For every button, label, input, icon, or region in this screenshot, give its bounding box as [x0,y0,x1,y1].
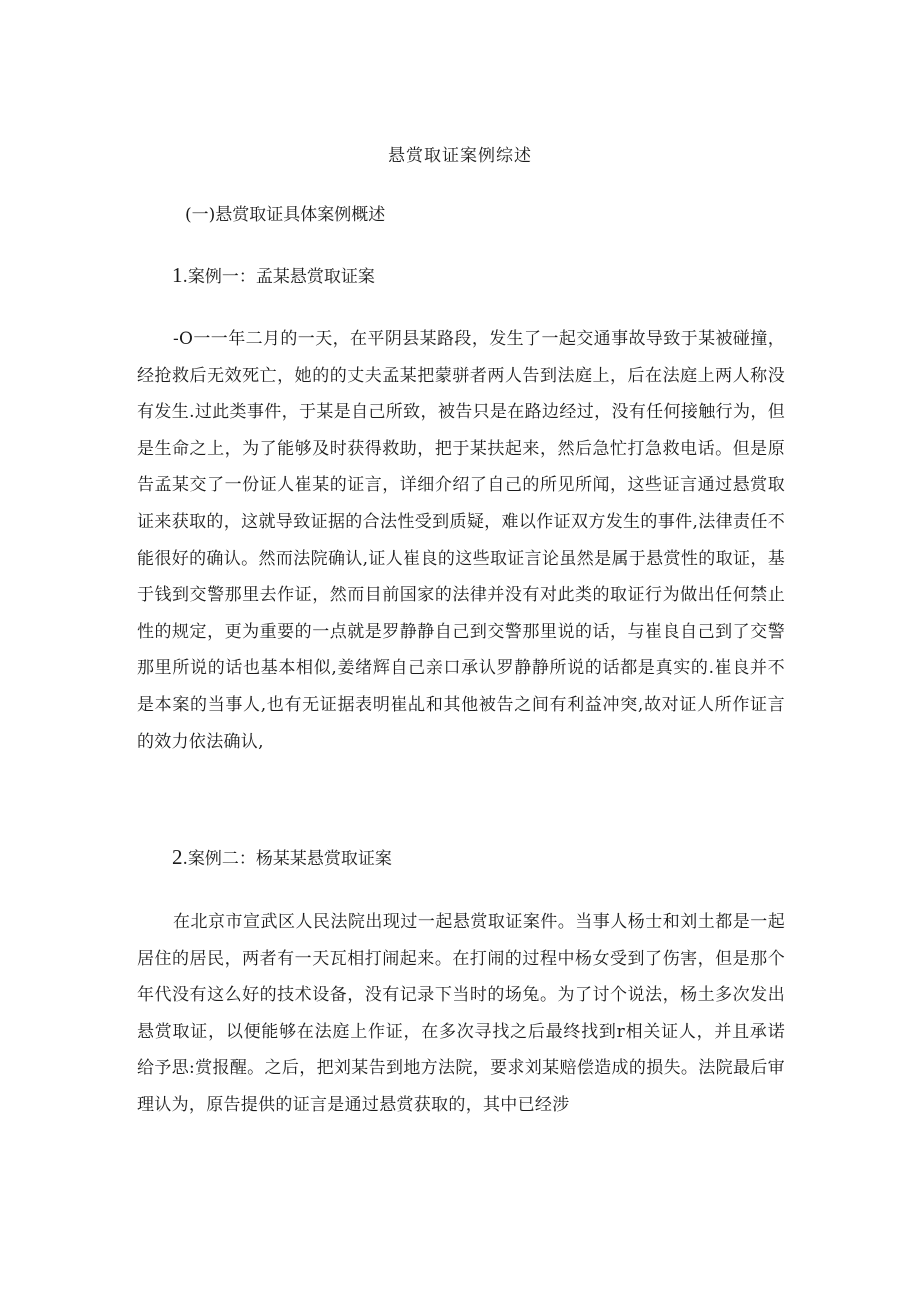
case2-number: 2 [172,845,183,869]
case1-heading [172,263,375,289]
case1-number: 1 [172,263,183,287]
section-heading: (一)悬赏取证具体案例概述 [185,205,386,225]
case1-heading-text: .案例一：孟某悬赏取证案 [182,267,375,287]
document-title: 悬赏取证案例综述 [388,146,532,166]
case1-paragraph: -O一一年二月的一天，在平阴县某路段，发生了一起交通事故导致于某被碰撞，经抢救后无效死亡，她的的丈夫孟某把蒙骈者两人告到法庭上，后在法庭上两人称没有发生.过此类事件，于某是自己所致，被告只是在路边经过，没有任何接触行为，但是生命之上，为了能够及时获得救助，把于某扶起来，然后急忙打急救电话。但是原告孟某交了一份证人崔某的证言，详细介绍了自己的所见所闻，这些证言通过悬赏取证来获取的，这就导致证据的合法性受到质疑，难以作证双方发生的事件,法律责任不能很好的确认。然而法院确认,证人崔良的这些取证言论虽然是属于悬赏性的取证，基于钱到交警那里去作证，然而目前国家的法律并没有对此类的取证行为做出任何禁止性的规定，更为重要的一点就是罗静静自己到交警那里说的话，与崔良自己到了交警那里所说的话也基本相似,姜绪辉自己亲口承认罗静静所说的话都是真实的.崔良并不是本案的当事人,也有无证据表明崔乩和其他被告之间有利益冲突,故对证人所作证言的效力依法确认, [137,329,785,752]
case2-heading-text: .案例二：杨某某悬赏取证案 [182,849,392,869]
case2-paragraph: 在北京市宣武区人民法院出现过一起悬赏取证案件。当事人杨士和刘土都是一起居住的居民，两者有一天瓦相打闹起来。在打闹的过程中杨女受到了伤害，但是那个年代没有这么好的技术设备，没有记录下当时的场兔。为了讨个说法，杨土多次发出悬赏取证，以便能够在法庭上作证，在多次寻找之后最终找到r相关证人，并且承诺给予思:赏报醒。之后，把刘某告到地方法院，要求刘某赔偿造成的损失。法院最后审理认为，原告提供的证言是通过悬赏获取的，其中已经涉 [137,912,785,1115]
case2-heading [172,845,392,871]
